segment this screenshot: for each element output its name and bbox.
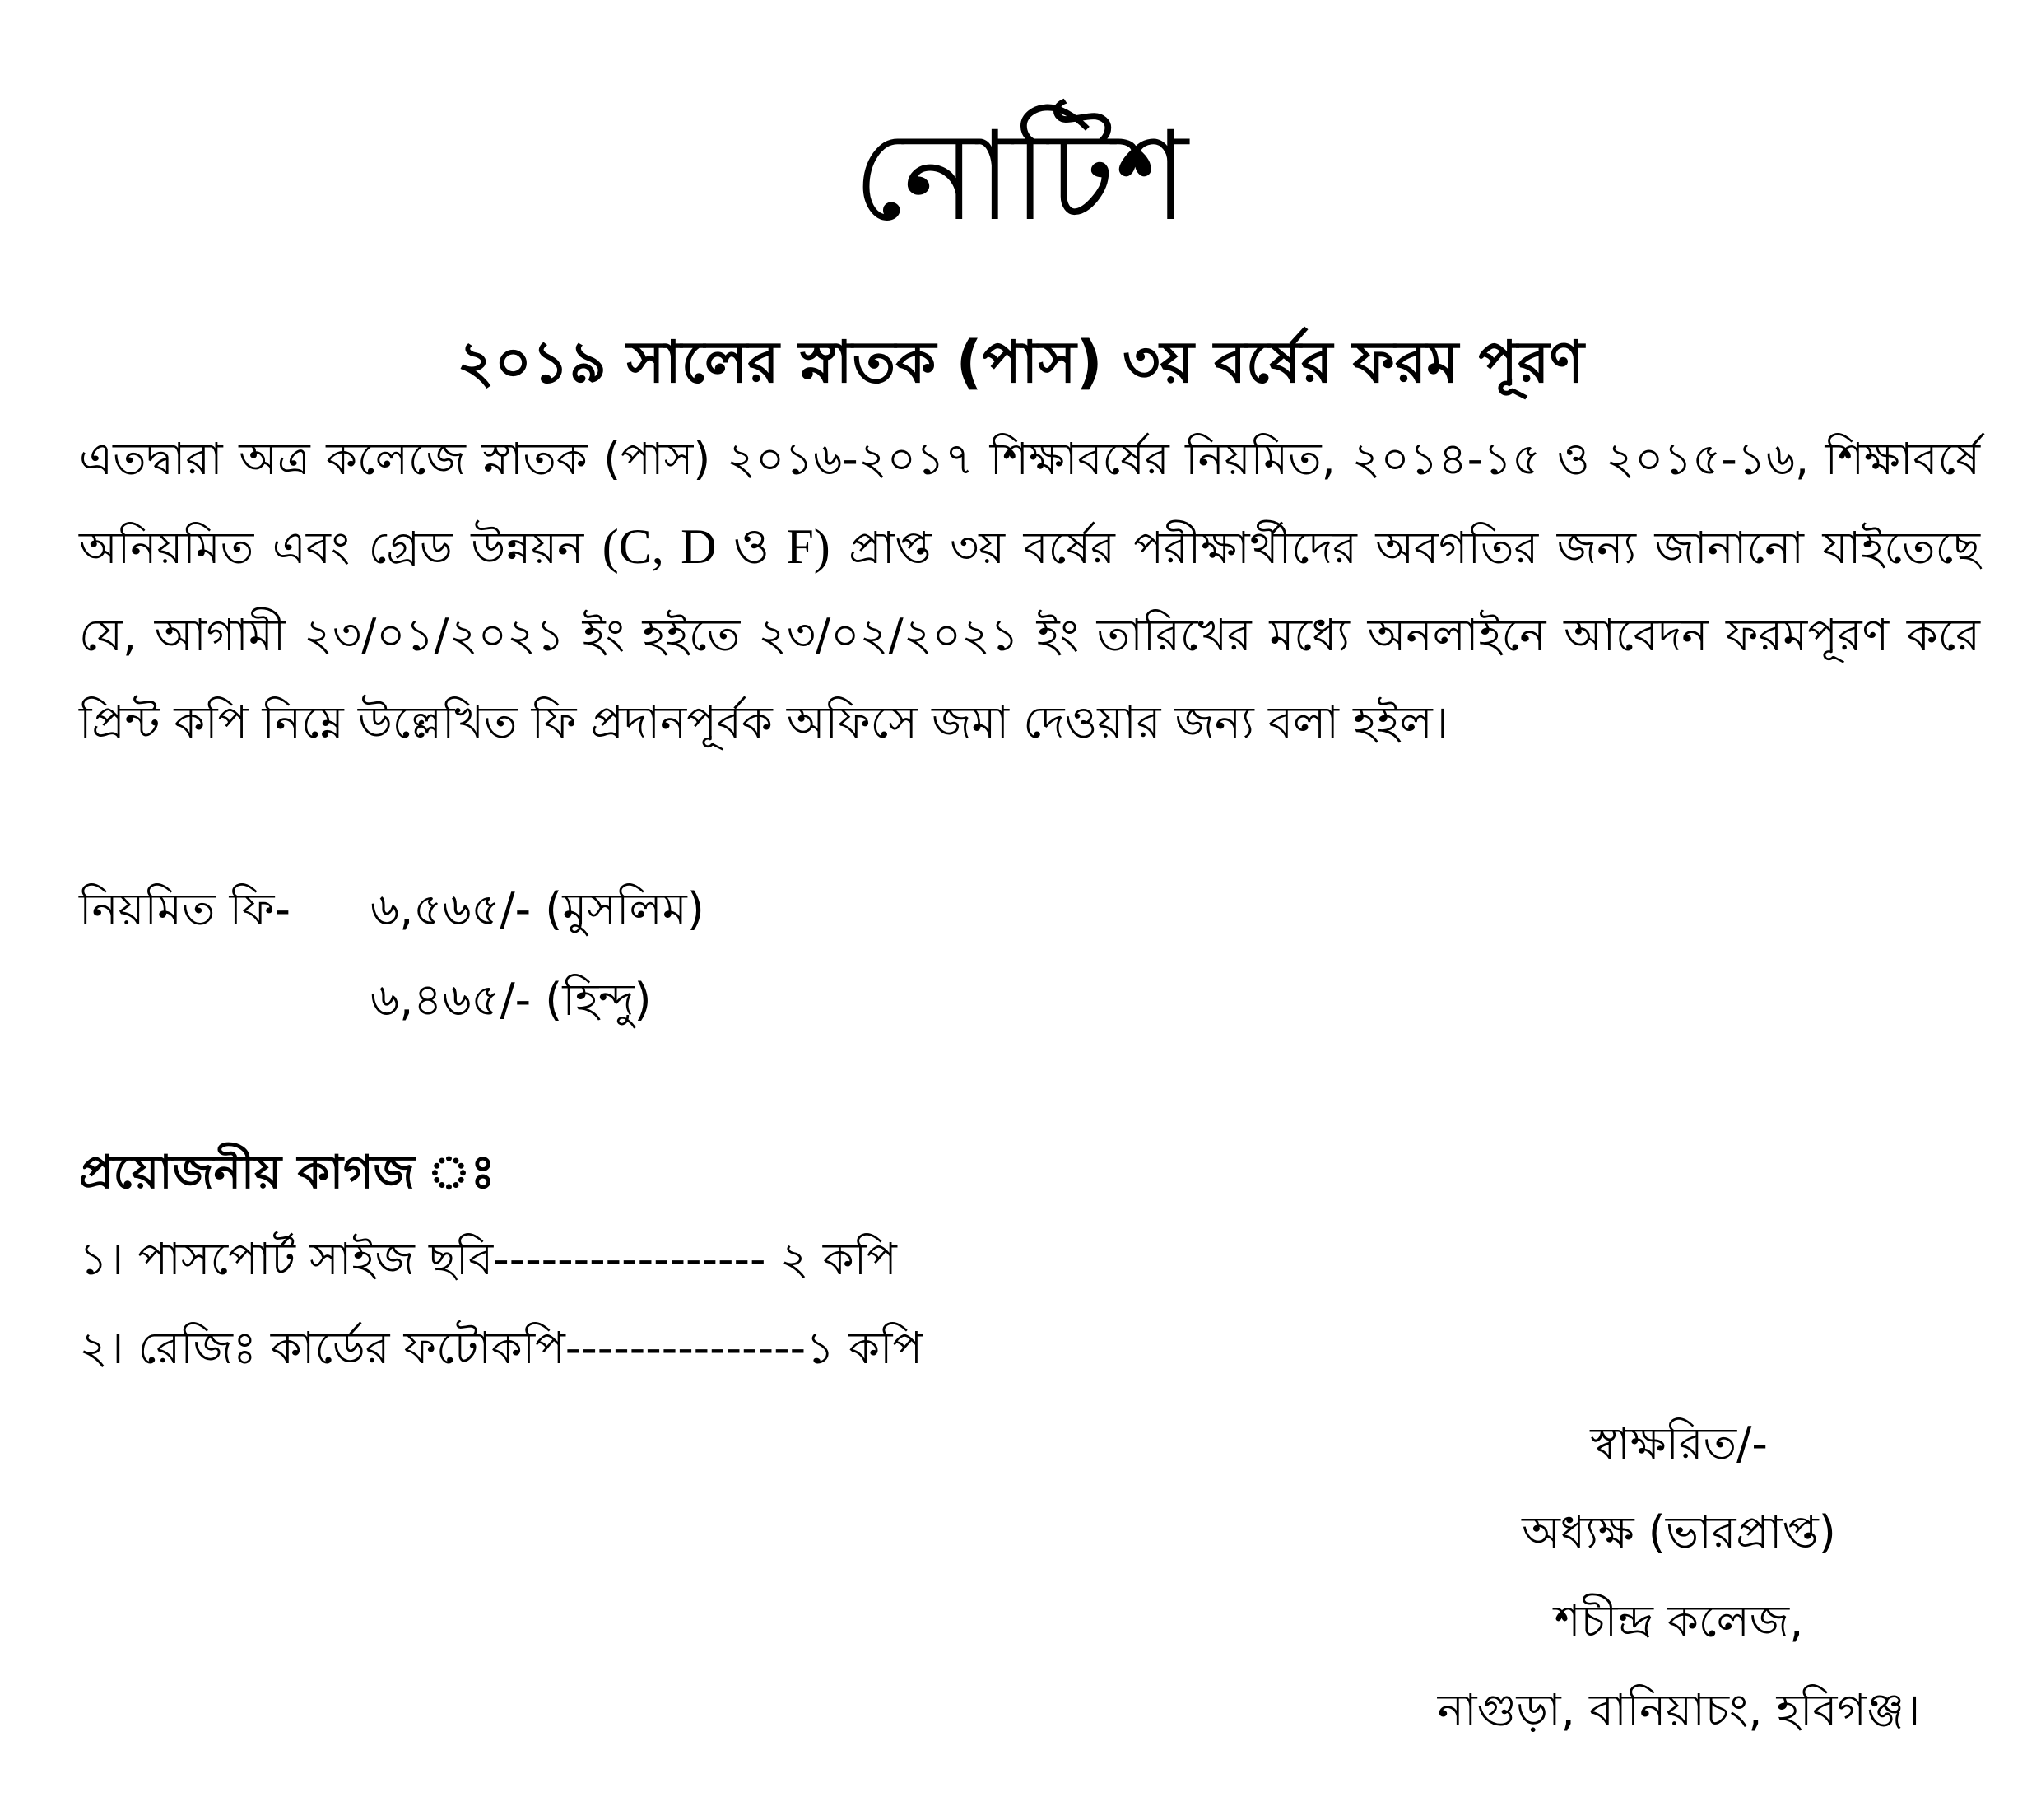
fee-hindu: ৬,৪৬৫/- (হিন্দু): [370, 974, 652, 1026]
page-title: নোটিশ: [853, 105, 1188, 249]
signature-block: [1350, 1399, 2008, 1755]
signature-college: শচীন্দ্র কলেজ,: [1554, 1595, 1804, 1647]
notice-body: [79, 416, 1980, 766]
notice-subject: ২০১৯ সালের স্নাতক (পাস) ৩য় বর্ষের ফরম পূরণ: [457, 328, 1584, 396]
document-item-registration-card: ২। রেজিঃ কার্ডের ফটোকপি---------------১ কপি: [79, 1322, 923, 1374]
notice-body-part-2: প্রাপ্ত ৩য় বর্ষের পরীক্ষার্থীদের অবগতির জন্য জানানো যাইতেছে যে, আগামী ২৩/০১/২০২১ ইং হইতে ২৩/০২/২০২১ ইং তারিখের মধ্যে অনলাইনে আবেদন ফরমপূরণ করে প্রিন্ট কপি নিম্নে উল্লেখিত ফি প্রদানপূর্বক অফিসে জমা দেওয়ার জন্য বলা হইল।: [79, 522, 1980, 748]
required-documents-title: প্রয়োজনীয় কাগজ ঃ: [79, 1146, 495, 1199]
signature-signed: স্বাক্ষরিত/-: [1590, 1417, 1768, 1469]
signature-address: নাগুড়া, বানিয়াচং, হবিগঞ্জ।: [1437, 1684, 1921, 1736]
document-item-photo: ১। পাসপোর্ট সাইজ ছবি----------------- ২ কপি: [79, 1233, 897, 1285]
notice-body-part-1: এতদ্বারা অত্র কলেজে স্নাতক (পাস) ২০১৬-২০১৭ শিক্ষাবর্ষের নিয়মিত, ২০১৪-১৫ ও ২০১৫-১৬, শিক্ষাবর্ষে অনিয়মিত এবং গ্রেড উন্নয়ন: [79, 433, 1980, 574]
fee-label: নিয়মিত ফি-: [79, 883, 291, 935]
fee-muslim: ৬,৫৬৫/- (মুসলিম): [370, 883, 704, 935]
grade-list: (C, D ও F): [602, 519, 830, 574]
signature-designation: অধ্যক্ষ (ভারপ্রাপ্ত): [1522, 1506, 1836, 1558]
